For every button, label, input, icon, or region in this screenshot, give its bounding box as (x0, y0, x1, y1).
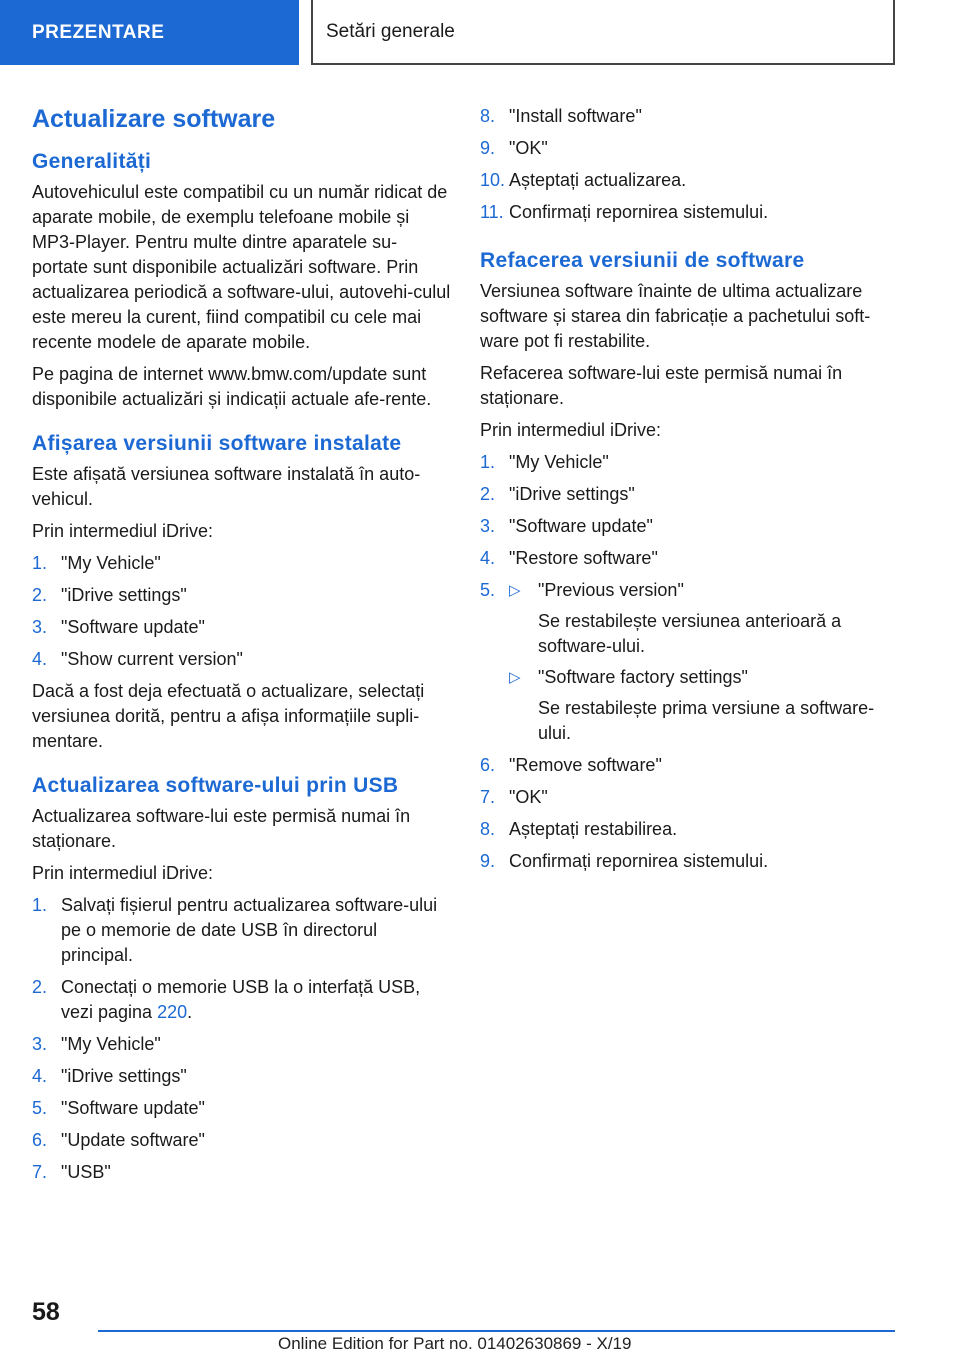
paragraph: Prin intermediul iDrive: (480, 420, 662, 440)
footer-edition: Online Edition for Part no. 01402630869 - X/19 (278, 1334, 632, 1353)
step-number: 3. (32, 617, 48, 637)
list-item (480, 168, 900, 193)
list-item (32, 1128, 452, 1153)
step-number: 5. (32, 1098, 48, 1118)
list-item (32, 893, 452, 968)
step-number: 6. (32, 1130, 48, 1150)
step-text-end: . (187, 1002, 193, 1022)
list-item (480, 785, 900, 810)
paragraph: Pe pagina de internet www.bmw.com/update sunt disponibile actualizări și indicații actuale afe-rente. (32, 364, 432, 409)
step-number: 3. (480, 516, 496, 536)
step-text: Așteptați actualizarea. (509, 170, 687, 190)
step-number: 8. (480, 106, 496, 126)
right-column (480, 100, 900, 881)
list-item (480, 104, 900, 129)
paragraph: Prin intermediul iDrive: (32, 521, 214, 541)
list-item (32, 1032, 452, 1057)
list-item (480, 450, 900, 475)
left-column (32, 100, 452, 1192)
step-text: "Software update" (61, 617, 205, 637)
step-text: "iDrive settings" (509, 484, 635, 504)
step-text: Conectați o memorie USB la o interfață USB, vezi pagina (61, 977, 421, 1022)
step-number: 3. (32, 1034, 48, 1054)
chapter-title: Setări generale (326, 20, 455, 42)
list-item (480, 514, 900, 539)
sub-option-title: "Previous version" (538, 580, 684, 600)
paragraph: Versiunea software înainte de ultima actualizare software și starea din fabricație a pachetului soft-ware pot fi restabilite. (480, 281, 871, 351)
step-number: 8. (480, 819, 496, 839)
step-number: 7. (32, 1162, 48, 1182)
step-text: "OK" (509, 138, 548, 158)
step-number: 2. (32, 977, 48, 997)
step-number: 11. (480, 202, 504, 222)
step-number: 1. (32, 553, 48, 573)
heading-show-version: Afișarea versiunii software instalate (32, 432, 402, 455)
page-link[interactable]: 220 (157, 1002, 188, 1022)
page-number: 58 (32, 1298, 60, 1326)
list-item (32, 647, 452, 672)
list-item (480, 578, 900, 746)
step-number: 2. (32, 585, 48, 605)
list-item (32, 615, 452, 640)
list-item (32, 1096, 452, 1121)
step-text: "Install software" (509, 106, 642, 126)
step-text: "Restore software" (509, 548, 658, 568)
step-number: 10. (480, 170, 506, 190)
step-text: "Software update" (509, 516, 653, 536)
step-text: "Software update" (61, 1098, 205, 1118)
step-number: 9. (480, 851, 496, 871)
step-text: "Show current version" (61, 649, 243, 669)
heading-general: Generalități (32, 150, 152, 173)
paragraph: Dacă a fost deja efectuată o actualizare, selectați versiunea dorită, pentru a afișa informațiile supli-mentare. (32, 681, 425, 751)
list-item (32, 1160, 452, 1185)
step-text: "USB" (61, 1162, 111, 1182)
step-text: Salvați fișierul pentru actualizarea software-ului pe o memorie de date USB în directorul principal. (61, 895, 438, 965)
list-item (480, 482, 900, 507)
heading-restore: Refacerea versiunii de software (480, 249, 805, 272)
step-text: "Remove software" (509, 755, 662, 775)
step-text: Confirmați repornirea sistemului. (509, 851, 769, 871)
section-tab (0, 0, 299, 65)
step-number: 7. (480, 787, 496, 807)
list-item (480, 817, 900, 842)
list-item (32, 975, 452, 1025)
chapter-header (311, 0, 895, 65)
paragraph: Actualizarea software-lui este permisă numai în staționare. (32, 806, 411, 851)
step-number: 9. (480, 138, 496, 158)
list-item (480, 753, 900, 778)
list-item (32, 583, 452, 608)
step-text: "OK" (509, 787, 548, 807)
list-item (480, 136, 900, 161)
heading-usb-update: Actualizarea software-ului prin USB (32, 774, 399, 797)
sub-option-desc: Se restabilește versiunea anterioară a software-ului. (538, 611, 842, 656)
step-number: 2. (480, 484, 496, 504)
list-item (480, 200, 900, 225)
step-list (480, 104, 900, 225)
step-text: "iDrive settings" (61, 585, 187, 605)
section-title: PREZENTARE (32, 21, 165, 43)
sub-option-title: "Software factory settings" (538, 667, 748, 687)
step-text: "My Vehicle" (61, 1034, 161, 1054)
triangle-icon: ▷ (509, 669, 521, 686)
list-item (32, 1064, 452, 1089)
paragraph: Prin intermediul iDrive: (32, 863, 214, 883)
sub-option (509, 665, 900, 746)
step-text: Confirmați repornirea sistemului. (509, 202, 769, 222)
paragraph: Refacerea software-lui este permisă numai în staționare. (480, 363, 843, 408)
step-number: 5. (480, 580, 496, 600)
step-text: "My Vehicle" (509, 452, 609, 472)
footer-divider (98, 1330, 895, 1332)
step-list (480, 450, 900, 874)
step-number: 4. (480, 548, 496, 568)
list-item (480, 546, 900, 571)
list-item (480, 849, 900, 874)
step-text: "Update software" (61, 1130, 205, 1150)
sub-option (509, 578, 900, 659)
sub-option-desc: Se restabilește prima versiune a software-ului. (538, 698, 875, 743)
step-text: "iDrive settings" (61, 1066, 187, 1086)
step-text: Așteptați restabilirea. (509, 819, 678, 839)
step-number: 4. (32, 1066, 48, 1086)
paragraph: Este afișată versiunea software instalată în auto-vehicul. (32, 464, 421, 509)
list-item (32, 551, 452, 576)
paragraph: Autovehiculul este compatibil cu un număr ridicat de aparate mobile, de exemplu telefoane mobile și MP3-Player. Pentru multe dintre aparatele su-portate sunt disponibile actualizări software. Prin actualizarea periodică a software-ului, autovehi-culul este mereu la curent, fiind compatibil cu cele mai recente modele de aparate mobile. (32, 182, 451, 352)
step-number: 1. (32, 895, 48, 915)
triangle-icon: ▷ (509, 582, 521, 599)
step-number: 1. (480, 452, 496, 472)
step-number: 6. (480, 755, 496, 775)
step-list (32, 551, 452, 672)
step-number: 4. (32, 649, 48, 669)
step-text: "My Vehicle" (61, 553, 161, 573)
page-title: Actualizare software (32, 105, 276, 133)
step-list (32, 893, 452, 1185)
